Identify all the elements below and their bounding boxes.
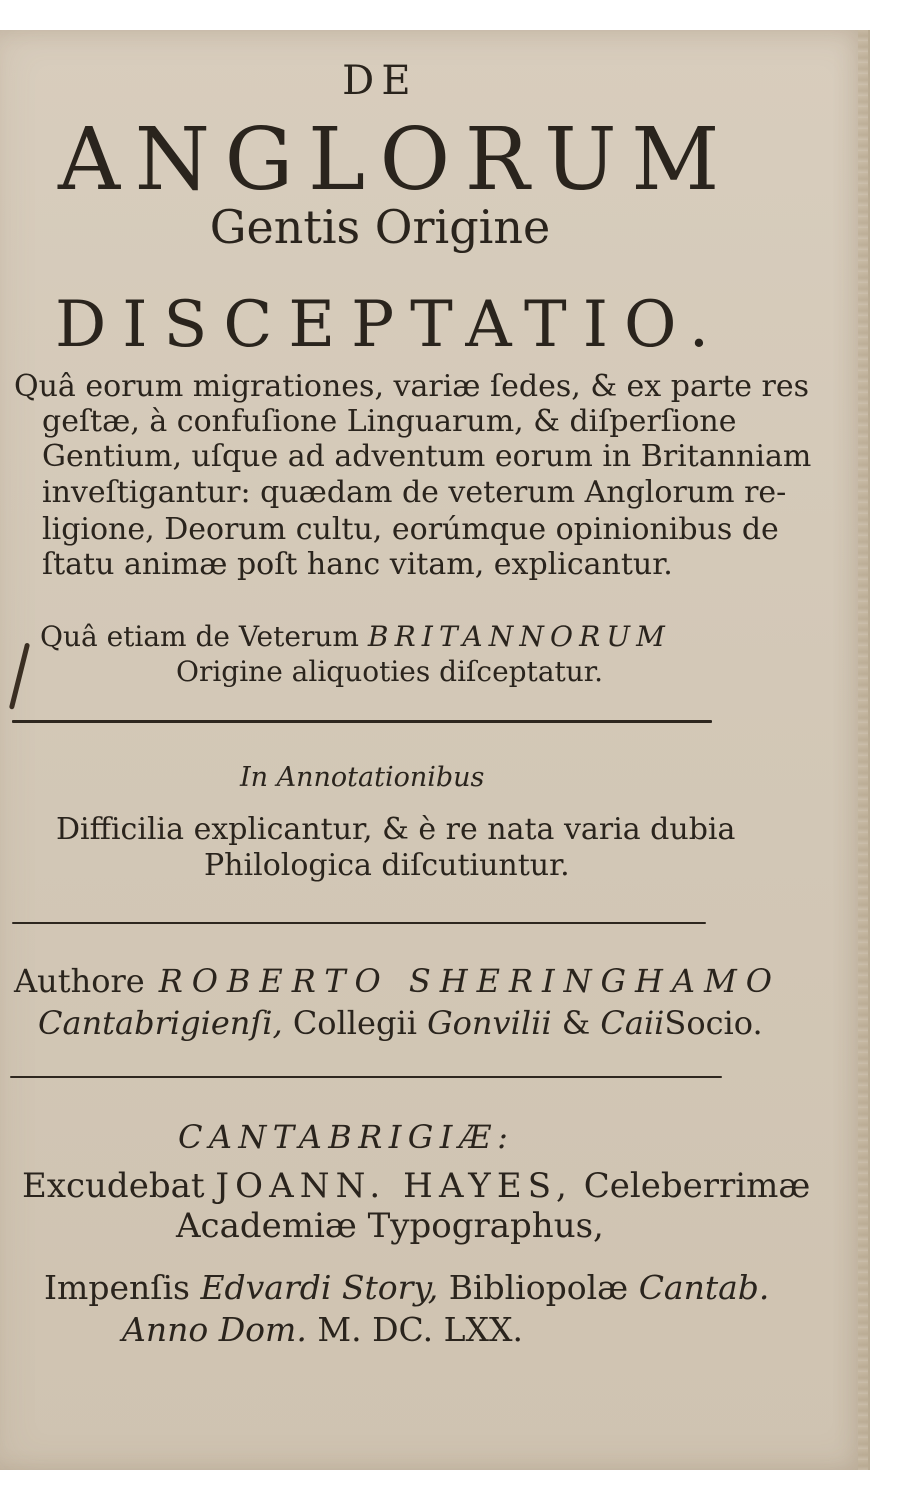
description-line: Gentium, uſque ad adventum eorum in Britanniam — [42, 439, 812, 474]
author-name: ROBERTO SHERINGHAMO — [158, 962, 781, 1000]
author-place: Cantabrigienſi, — [38, 1004, 283, 1042]
imprint-city: CANTABRIGIÆ: — [178, 1118, 515, 1156]
imprint-anno: Anno Dom. — [122, 1310, 307, 1349]
description-line: inveſtigantur: quædam de veterum Anglorum re- — [42, 475, 787, 510]
title-disceptatio: DISCEPTATIO. — [54, 288, 726, 362]
annotations-heading: In Annotationibus — [240, 762, 485, 793]
page-edge — [858, 30, 868, 1470]
author-amp: & — [561, 1004, 591, 1042]
author-college: Gonvilii — [427, 1004, 552, 1042]
imprint-line-3 — [44, 1268, 769, 1307]
britons-prefix: Quâ etiam de Veterum — [40, 620, 359, 653]
author-caii: Caii — [600, 1004, 665, 1042]
description-line: Quâ eorum migrationes, variæ ſedes, & ex parte res — [14, 369, 810, 404]
imprint-line-2: Academiæ Typographus, — [176, 1206, 604, 1246]
author-collegii: Collegii — [292, 1004, 417, 1042]
imprint-line-4 — [122, 1310, 523, 1349]
annotations-line-2: Philologica diſcutiuntur. — [204, 848, 570, 883]
author-prefix: Authore — [14, 962, 145, 1000]
title-page — [0, 30, 870, 1470]
imprint-line-1 — [22, 1166, 810, 1206]
title-anglorum: ANGLORUM — [58, 110, 734, 210]
author-line-2 — [38, 1004, 763, 1042]
britons-line-1 — [40, 620, 671, 653]
annotations-line-1: Difficilia explicantur, & è re nata varia dubia — [56, 812, 736, 847]
imprint-celeberrimae: Celeberrimæ — [583, 1166, 811, 1206]
imprint-excudebat: Excudebat — [22, 1166, 205, 1206]
britons-line-2: Origine aliquoties diſceptatur. — [176, 655, 603, 688]
author-socio: Socio. — [664, 1004, 763, 1042]
divider-rule — [12, 720, 712, 723]
imprint-impensis: Impenſis — [44, 1268, 190, 1307]
description-line: geſtæ, à confuſione Linguarum, & diſperſione — [42, 404, 737, 439]
imprint-bookseller: Edvardi Story, — [200, 1268, 439, 1307]
imprint-year: M. DC. LXX. — [317, 1310, 523, 1349]
britons-name: BRITANNORUM — [367, 620, 671, 653]
pencil-mark — [6, 642, 32, 710]
description-line: ligione, Deorum cultu, eorúmque opinionibus de — [42, 512, 779, 547]
title-de: DE — [342, 58, 418, 104]
imprint-bibliopolae: Bibliopolæ — [448, 1268, 629, 1307]
imprint-cantab: Cantab. — [638, 1268, 770, 1307]
author-line-1 — [14, 962, 781, 1000]
title-gentis-origine: Gentis Origine — [209, 200, 551, 254]
imprint-printer: JOANN. HAYES, — [215, 1166, 573, 1206]
divider-rule — [10, 1076, 722, 1078]
description-line: ſtatu animæ poſt hanc vitam, explicantur. — [42, 547, 673, 582]
divider-rule — [12, 922, 706, 924]
